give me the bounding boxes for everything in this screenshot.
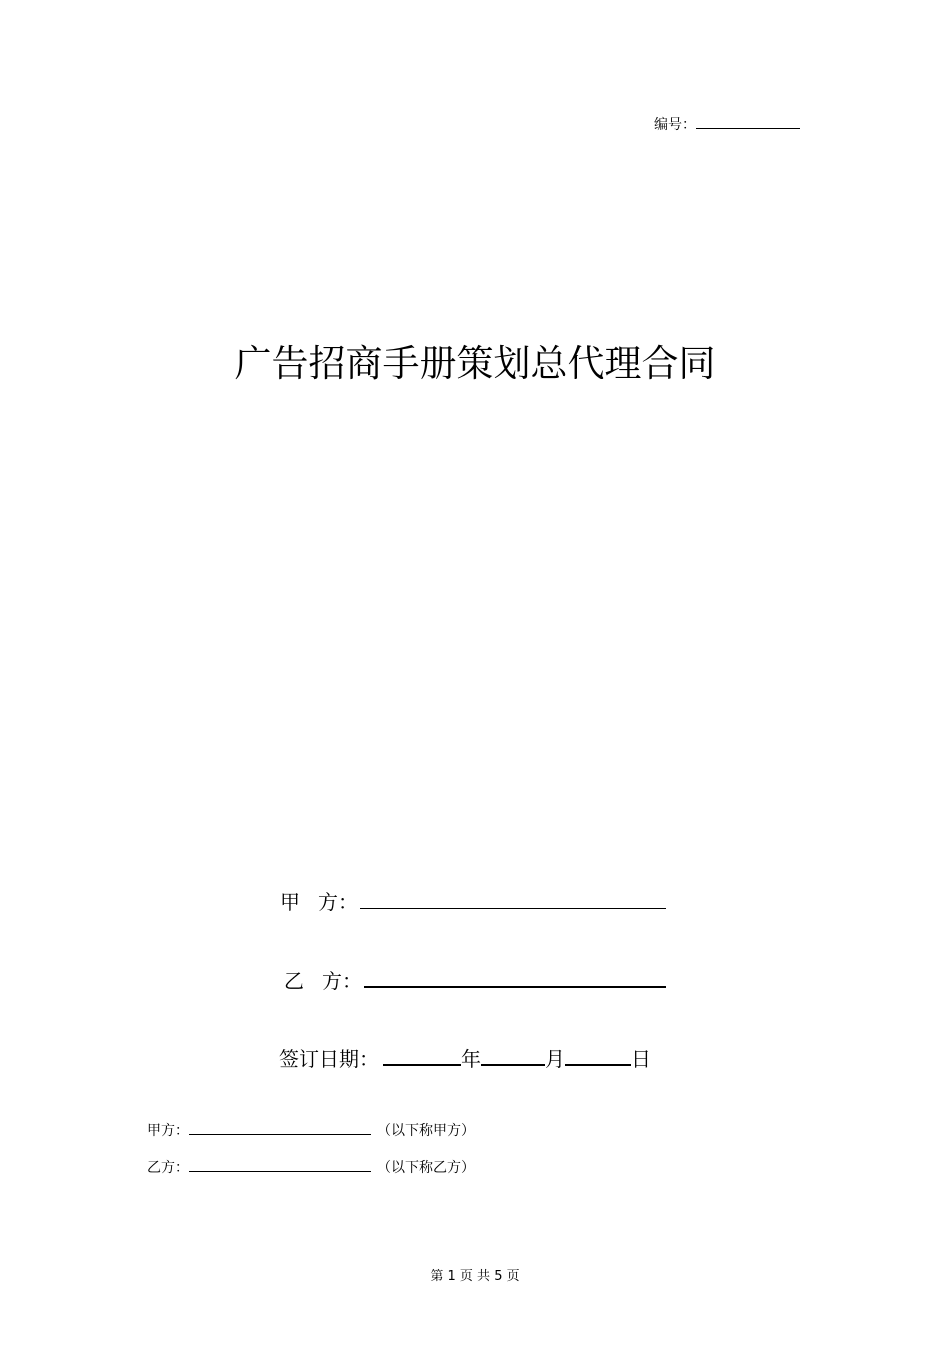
- cover-party-a-suffix: 方：: [318, 890, 358, 914]
- sign-day-blank[interactable]: [565, 1042, 631, 1066]
- cover-party-a-row: [280, 886, 666, 916]
- document-title: 广告招商手册策划总代理合同: [234, 342, 716, 385]
- body-party-b-label: 乙方：: [147, 1160, 189, 1176]
- body-party-a-row: [147, 1120, 475, 1141]
- month-unit: 月: [545, 1047, 565, 1071]
- cover-party-a-blank[interactable]: [360, 886, 666, 909]
- contract-number-label: 编号：: [654, 117, 696, 133]
- day-unit: 日: [631, 1047, 651, 1071]
- cover-sign-date-row: [279, 1042, 651, 1073]
- contract-number-blank[interactable]: [696, 114, 800, 129]
- sign-year-blank[interactable]: [383, 1042, 461, 1066]
- body-party-b-note: （以下称乙方）: [377, 1160, 475, 1176]
- cover-party-b-row: [284, 964, 666, 995]
- year-unit: 年: [461, 1047, 481, 1071]
- page-number-footer: 第 1 页 共 5 页: [430, 1269, 520, 1284]
- sign-month-blank[interactable]: [481, 1042, 545, 1066]
- body-party-a-note: （以下称甲方）: [377, 1123, 475, 1139]
- cover-party-b-label: 乙: [284, 969, 304, 993]
- body-party-b-row: [147, 1157, 475, 1178]
- contract-number-line: [654, 114, 800, 135]
- body-party-a-blank[interactable]: [189, 1120, 371, 1135]
- body-party-b-blank[interactable]: [189, 1157, 371, 1172]
- cover-party-b-blank[interactable]: [364, 964, 666, 988]
- body-party-a-label: 甲方：: [147, 1123, 189, 1139]
- sign-date-label: 签订日期：: [279, 1047, 379, 1071]
- cover-party-b-suffix: 方：: [322, 969, 362, 993]
- cover-party-a-label: 甲: [280, 890, 300, 914]
